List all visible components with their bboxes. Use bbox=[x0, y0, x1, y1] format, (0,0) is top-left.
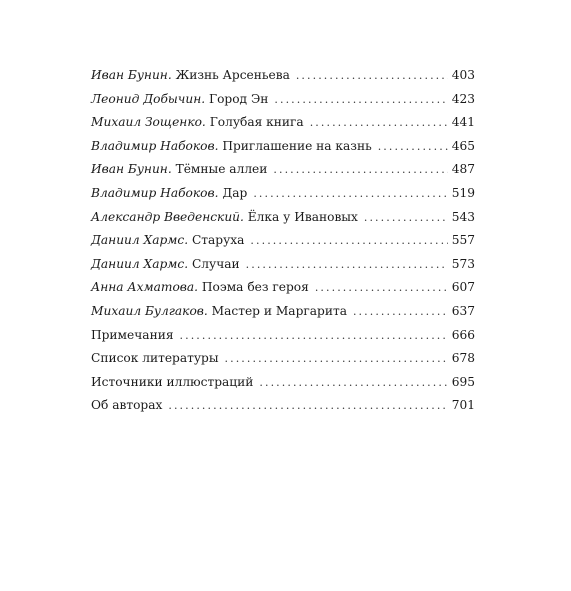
toc-entry-title bbox=[91, 158, 267, 182]
toc-entry bbox=[91, 324, 475, 348]
toc-entry-title: Список литературы bbox=[91, 351, 219, 366]
toc-entry-author: Александр Введенский. bbox=[91, 209, 244, 224]
toc-entry-page: 465 bbox=[451, 138, 475, 153]
toc-entry-title bbox=[91, 253, 240, 277]
toc-entry-title bbox=[91, 300, 347, 324]
toc-entry-author: Леонид Добычин. bbox=[91, 91, 206, 106]
toc-entry-author: Иван Бунин. bbox=[91, 68, 172, 82]
toc-entry-title bbox=[91, 111, 304, 135]
toc-entry bbox=[91, 347, 475, 371]
toc-entry-title: Примечания bbox=[91, 327, 174, 342]
toc-entry bbox=[91, 371, 475, 395]
dot-leader bbox=[378, 135, 448, 159]
dot-leader bbox=[180, 324, 448, 348]
dot-leader bbox=[310, 111, 448, 135]
dot-leader bbox=[315, 276, 448, 300]
toc-entry-page: 519 bbox=[451, 185, 475, 200]
toc-entry-work: Приглашение на казнь bbox=[222, 138, 372, 153]
toc-entry-author: Михаил Зощенко. bbox=[91, 115, 206, 130]
toc-entry bbox=[91, 229, 475, 253]
toc-entry-title bbox=[91, 88, 268, 112]
toc-entry-page: 423 bbox=[451, 91, 475, 106]
toc-entry bbox=[91, 394, 475, 418]
toc-entry-title bbox=[91, 229, 244, 253]
dot-leader bbox=[253, 182, 447, 206]
toc-entry-author: Владимир Набоков. bbox=[91, 138, 219, 153]
dot-leader bbox=[168, 394, 447, 418]
toc-entry-page: 543 bbox=[451, 209, 475, 224]
toc-entry-author: Иван Бунин. bbox=[91, 162, 172, 177]
toc-entry bbox=[91, 276, 475, 300]
toc-entry bbox=[91, 64, 475, 88]
toc-entry-title bbox=[91, 276, 309, 300]
toc-entry-page: 695 bbox=[451, 374, 475, 389]
toc-entry-author: Даниил Хармс. bbox=[91, 256, 189, 271]
toc-entry-title bbox=[91, 182, 247, 206]
toc-entry-page: 487 bbox=[451, 162, 475, 177]
table-of-contents bbox=[91, 64, 475, 418]
toc-entry-title bbox=[91, 64, 290, 88]
toc-entry-page: 666 bbox=[451, 327, 475, 342]
toc-entry-work: Мастер и Маргарита bbox=[211, 303, 347, 318]
dot-leader bbox=[246, 253, 448, 277]
toc-entry-title bbox=[91, 206, 358, 230]
toc-entry-title bbox=[91, 135, 372, 159]
toc-entry bbox=[91, 300, 475, 324]
toc-entry-author: Михаил Булгаков. bbox=[91, 303, 208, 318]
dot-leader bbox=[353, 300, 448, 324]
toc-entry-work: Ёлка у Ивановых bbox=[247, 209, 358, 224]
toc-entry-work: Жизнь Арсеньева bbox=[175, 68, 290, 82]
toc-entry-work: Старуха bbox=[191, 233, 245, 248]
dot-leader bbox=[250, 229, 447, 253]
toc-entry-page: 403 bbox=[451, 68, 475, 82]
toc-entry-page: 441 bbox=[451, 115, 475, 130]
toc-entry bbox=[91, 206, 475, 230]
toc-entry-title: Об авторах bbox=[91, 398, 163, 413]
toc-entry-page: 607 bbox=[451, 280, 475, 295]
toc-entry-page: 637 bbox=[451, 303, 475, 318]
dot-leader bbox=[364, 206, 448, 230]
toc-entry bbox=[91, 158, 475, 182]
dot-leader bbox=[273, 158, 447, 182]
toc-entry bbox=[91, 135, 475, 159]
dot-leader bbox=[225, 347, 448, 371]
toc-entry-work: Поэма без героя bbox=[201, 280, 309, 295]
toc-entry-page: 557 bbox=[451, 233, 475, 248]
toc-entry-work: Голубая книга bbox=[209, 115, 304, 130]
toc-entry-title: Источники иллюстраций bbox=[91, 374, 254, 389]
toc-entry-author: Анна Ахматова. bbox=[91, 280, 199, 295]
toc-entry-author: Даниил Хармс. bbox=[91, 233, 189, 248]
toc-entry-work: Город Эн bbox=[209, 91, 269, 106]
toc-entry-page: 573 bbox=[451, 256, 475, 271]
dot-leader bbox=[296, 64, 448, 88]
toc-entry bbox=[91, 111, 475, 135]
toc-entry bbox=[91, 182, 475, 206]
dot-leader bbox=[259, 371, 447, 395]
toc-entry-author: Владимир Набоков. bbox=[91, 185, 219, 200]
toc-entry-work: Случаи bbox=[191, 256, 240, 271]
toc-entry-page: 678 bbox=[451, 351, 475, 366]
toc-entry-work: Дар bbox=[222, 185, 248, 200]
toc-entry bbox=[91, 253, 475, 277]
toc-entry bbox=[91, 88, 475, 112]
toc-entry-work: Тёмные аллеи bbox=[175, 162, 268, 177]
toc-entry-page: 701 bbox=[451, 398, 475, 413]
dot-leader bbox=[274, 88, 447, 112]
